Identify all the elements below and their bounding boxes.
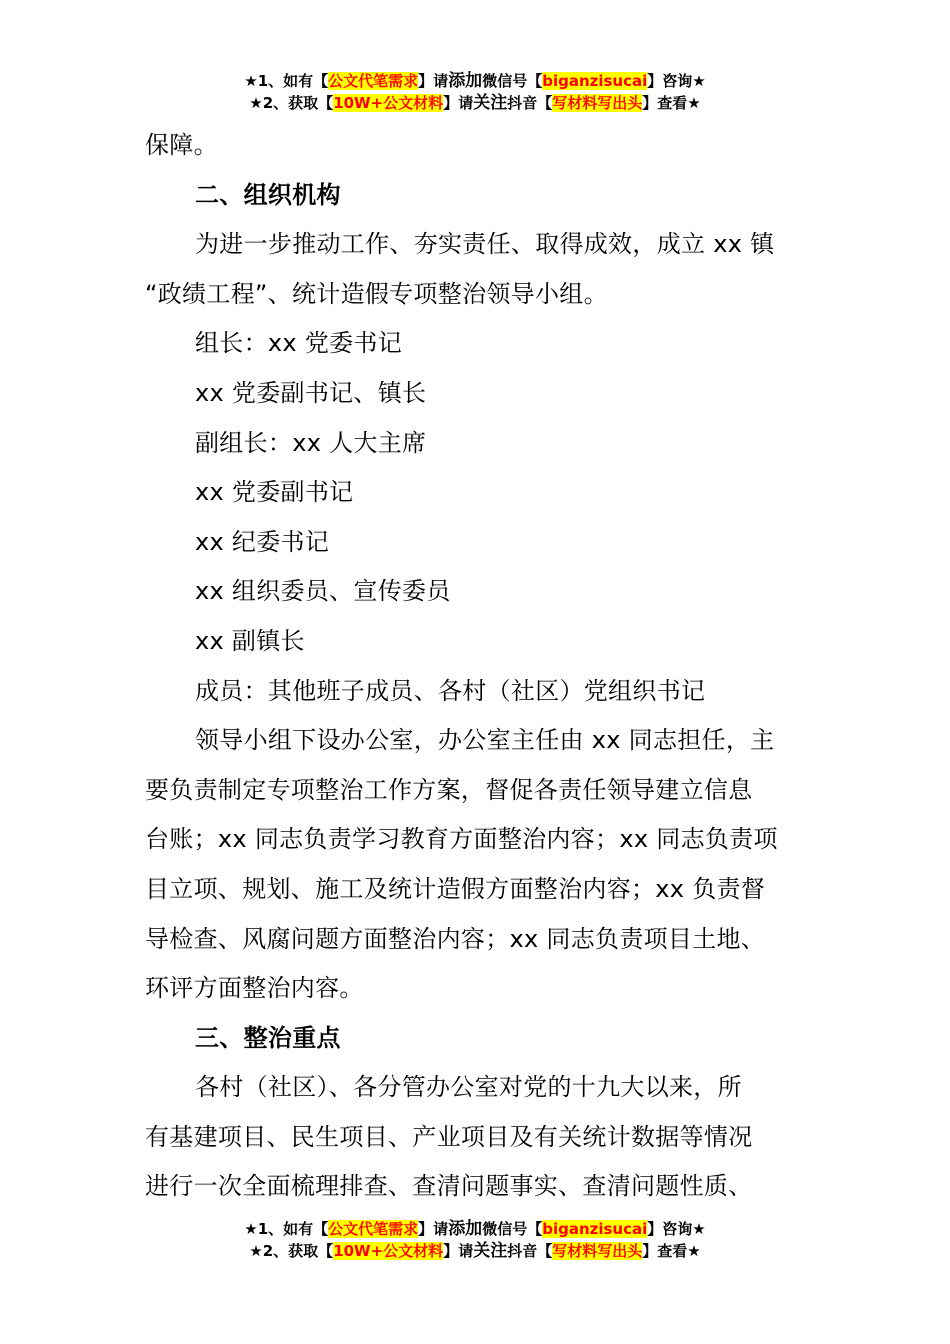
banner-line-1 — [0, 70, 950, 92]
banner-text: ★2、获取【 — [249, 94, 334, 112]
banner-line-1 — [0, 1218, 950, 1240]
banner-text: 抖音【 — [507, 1242, 553, 1260]
banner-highlight: biganzisucai — [542, 72, 648, 90]
banner-text: 微信号【 — [482, 1220, 543, 1238]
banner-line-2 — [0, 1240, 950, 1262]
section-heading: 二、组织机构 — [195, 180, 341, 209]
list-item: xx 党委副书记 — [195, 478, 354, 507]
list-item: xx 副镇长 — [195, 626, 305, 655]
top-banner — [0, 70, 950, 114]
banner-emphasis: 关注 — [473, 93, 508, 113]
list-item: xx 组织委员、宣传委员 — [195, 577, 451, 606]
banner-highlight: 公文代笔需求 — [328, 1220, 419, 1238]
list-item: xx 纪委书记 — [195, 527, 330, 556]
document-body — [145, 121, 810, 1212]
banner-text: 微信号【 — [482, 72, 543, 90]
banner-text: 】查看★ — [642, 94, 701, 112]
banner-text: 】请 — [443, 94, 474, 112]
paragraph-line: 进行一次全面梳理排查、查清问题事实、查清问题性质、 — [145, 1172, 753, 1201]
banner-highlight: 10W+公文材料 — [333, 1242, 444, 1260]
banner-text: 抖音【 — [507, 94, 553, 112]
paragraph-line: 目立项、规划、施工及统计造假方面整治内容；xx 负责督 — [145, 874, 766, 903]
banner-line-2 — [0, 92, 950, 114]
paragraph-line: 领导小组下设办公室，办公室主任由 xx 同志担任，主 — [195, 726, 775, 755]
banner-highlight: biganzisucai — [542, 1220, 648, 1238]
banner-text: 】查看★ — [642, 1242, 701, 1260]
banner-highlight: 写材料写出头 — [552, 1242, 643, 1260]
banner-text: 】请 — [418, 72, 449, 90]
list-item: xx 党委副书记、镇长 — [195, 378, 427, 407]
banner-text: ★2、获取【 — [249, 1242, 334, 1260]
paragraph-line: 台账；xx 同志负责学习教育方面整治内容；xx 同志负责项 — [145, 825, 778, 854]
banner-emphasis: 添加 — [448, 71, 483, 91]
section-heading: 三、整治重点 — [195, 1023, 341, 1052]
paragraph-line: 有基建项目、民生项目、产业项目及有关统计数据等情况 — [145, 1122, 753, 1151]
list-item: 副组长：xx 人大主席 — [195, 428, 427, 457]
banner-highlight: 写材料写出头 — [552, 94, 643, 112]
paragraph-line: 导检查、风腐问题方面整治内容；xx 同志负责项目土地、 — [145, 924, 766, 953]
banner-text: ★1、如有【 — [244, 72, 329, 90]
paragraph-line: 为进一步推动工作、夯实责任、取得成效，成立 xx 镇 — [195, 230, 775, 259]
list-item: 组长：xx 党委书记 — [195, 329, 403, 358]
bottom-banner — [0, 1218, 950, 1262]
banner-text: 】咨询★ — [647, 72, 706, 90]
list-item: 成员：其他班子成员、各村（社区）党组织书记 — [195, 676, 706, 705]
banner-highlight: 10W+公文材料 — [333, 94, 444, 112]
banner-emphasis: 关注 — [473, 1241, 508, 1261]
paragraph-line: “政绩工程”、统计造假专项整治领导小组。 — [145, 279, 608, 308]
paragraph-line: 各村（社区）、各分管办公室对党的十九大以来，所 — [195, 1073, 742, 1102]
banner-highlight: 公文代笔需求 — [328, 72, 419, 90]
paragraph-line: 要负责制定专项整治工作方案，督促各责任领导建立信息 — [145, 775, 753, 804]
banner-text: ★1、如有【 — [244, 1220, 329, 1238]
paragraph: 保障。 — [145, 131, 218, 159]
banner-text: 】请 — [418, 1220, 449, 1238]
paragraph-line: 环评方面整治内容。 — [145, 974, 364, 1003]
banner-emphasis: 添加 — [448, 1219, 483, 1239]
banner-text: 】咨询★ — [647, 1220, 706, 1238]
banner-text: 】请 — [443, 1242, 474, 1260]
